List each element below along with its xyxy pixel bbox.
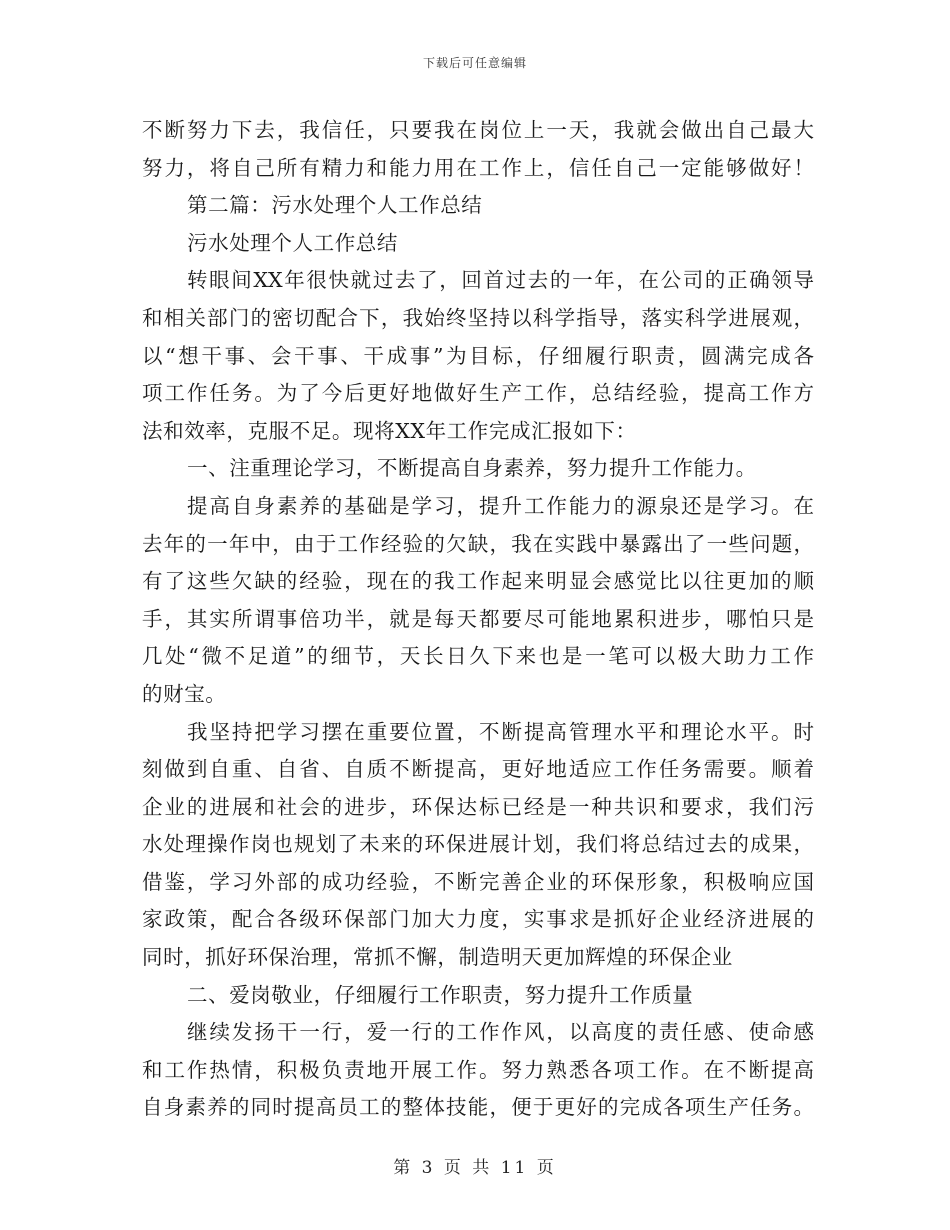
text-line: 继续发扬干一行，爱一行的工作作风，以高度的责任感、使命感	[187, 1020, 814, 1045]
text-line: 不断努力下去，我信任，只要我在岗位上一天，我就会做出自己最大	[142, 118, 814, 142]
subsection-heading: 二、爱岗敬业，仔细履行工作职责，努力提升工作质量	[187, 982, 694, 1007]
page-number-suffix: 页	[536, 1158, 557, 1178]
text-line: 借鉴，学习外部的成功经验，不断完善企业的环保形象，积极响应国	[142, 869, 814, 894]
text-line: 努力，将自己所有精力和能力用在工作上，信任自己一定能够做好！	[142, 155, 814, 180]
page-number	[0, 1153, 950, 1178]
text-line: 提高自身素养的基础是学习，提升工作能力的源泉还是学习。在	[187, 493, 814, 518]
text-line: 家政策，配合各级环保部门加大力度，实事求是抓好企业经济进展的	[142, 907, 814, 932]
text-line: 我坚持把学习摆在重要位置，不断提高管理水平和理论水平。时	[187, 719, 814, 744]
page-number-total: 11	[500, 1158, 529, 1178]
text-line: 自身素养的同时提高员工的整体技能，便于更好的完成各项生产任务。	[142, 1095, 814, 1120]
text-line: 和相关部门的密切配合下，我始终坚持以科学指导，落实科学进展观，	[142, 305, 814, 330]
article-title: 污水处理个人工作总结	[187, 230, 398, 255]
page-header-note: 下载后可任意编辑	[422, 56, 527, 70]
page-number-middle: 页 共	[443, 1158, 493, 1178]
section-heading: 第二篇：污水处理个人工作总结	[187, 193, 483, 218]
text-line: 转眼间XX年很快就过去了，回首过去的一年，在公司的正确领导	[187, 268, 814, 293]
text-line: 几处“微不足道”的细节，天长日久下来也是一笔可以极大助力工作	[142, 644, 814, 669]
page-number-current: 3	[421, 1158, 436, 1178]
subsection-heading: 一、注重理论学习，不断提高自身素养，努力提升工作能力。	[187, 456, 757, 481]
text-line: 法和效率，克服不足。现将XX年工作完成汇报如下：	[142, 418, 637, 443]
text-line: 刻做到自重、自省、自质不断提高，更好地适应工作任务需要。顺着	[142, 757, 814, 782]
text-line: 手，其实所谓事倍功半，就是每天都要尽可能地累积进步，哪怕只是	[142, 606, 814, 631]
text-line: 以“想干事、会干事、干成事”为目标，仔细履行职责，圆满完成各	[142, 343, 814, 368]
page-number-prefix: 第	[393, 1158, 414, 1178]
document-body	[142, 112, 814, 1127]
text-line: 的财宝。	[142, 681, 227, 706]
text-line: 同时，抓好环保治理，常抓不懈，制造明天更加辉煌的环保企业	[142, 945, 733, 970]
text-line: 和工作热情，积极负责地开展工作。努力熟悉各项工作。在不断提高	[142, 1057, 814, 1082]
text-line: 项工作任务。为了今后更好地做好生产工作，总结经验，提高工作方	[142, 381, 814, 406]
text-line: 有了这些欠缺的经验，现在的我工作起来明显会感觉比以往更加的顺	[142, 569, 814, 594]
text-line: 水处理操作岗也规划了未来的环保进展计划，我们将总结过去的成果，	[142, 832, 814, 857]
text-line: 去年的一年中，由于工作经验的欠缺，我在实践中暴露出了一些问题，	[142, 531, 814, 556]
text-line: 企业的进展和社会的进步，环保达标已经是一种共识和要求，我们污	[142, 794, 814, 819]
